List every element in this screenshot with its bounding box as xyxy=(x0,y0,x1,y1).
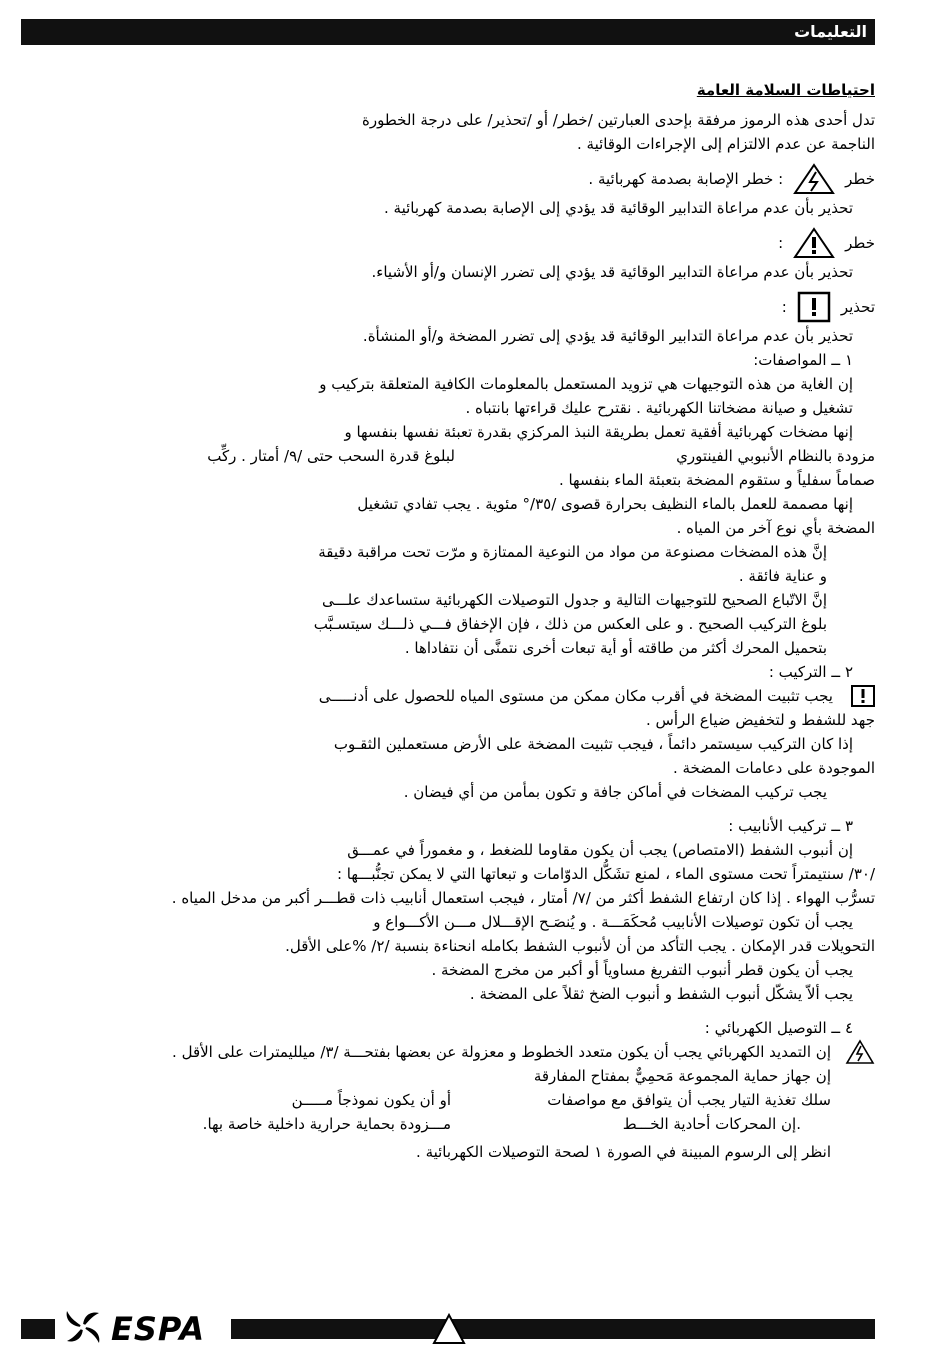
symbol-row-electric xyxy=(20,162,875,196)
safety-heading: احتياطات السلامة العامة xyxy=(696,81,875,99)
sec1-line-3: إنها مضخات كهربائية أفقية تعمل بطريقة النبذ المركزي بقدرة تعبئة نفسها بنفسها و xyxy=(344,423,853,441)
sec3-line-3: تسرُّب الهواء . إذا كان ارتفاع الشفط أكثر من /٧/ أمتار ، فيجب استعمال أنابيب ذات قطـــر أكبر من مدخل المياه . xyxy=(171,889,875,907)
sec1-line-11: بلوغ التركيب الصحيح . و على العكس من ذلك ، فإن الإخفاق فـــي ذلـــك سيتسـبَّب xyxy=(313,615,827,633)
document-body xyxy=(20,78,875,1164)
symbol-text-danger: : xyxy=(778,234,784,252)
sec1-line-6: إنها مصممة للعمل بالماء النظيف بحرارة قصوى /٣٥/° مئوية . يجب تفادي تشغيل xyxy=(357,495,853,513)
sec4-line-3 xyxy=(20,1088,875,1112)
symbol-desc-caution: تحذير بأن عدم مراعاة التدابير الوقائية قد يؤدي إلى تضرر المضخة و/أو المنشأة. xyxy=(362,327,853,345)
electric-hazard-icon xyxy=(793,163,835,195)
footer xyxy=(21,1311,875,1347)
symbol-row-danger xyxy=(20,226,875,260)
symbol-text-electric: : خطر الإصابة بصدمة كهربائية . xyxy=(588,170,784,188)
sec2-title: ٢ ــ التركيب : xyxy=(768,663,853,681)
symbol-text-caution: : xyxy=(781,298,787,316)
sec4-line-4a: .إن المحركات أحادية الخـــط xyxy=(622,1115,801,1133)
safety-intro-1: تدل أحدى هذه الرموز مرفقة بإحدى العبارتين /خطر/ أو /تحذير/ على درجة الخطورة xyxy=(362,111,875,129)
sec4-line-3a: سلك تغذية التيار يجب أن يتوافق مع مواصفات xyxy=(547,1091,831,1109)
page-title: التعليمات xyxy=(794,22,867,41)
sec1-title: ١ ــ المواصفات: xyxy=(753,351,853,369)
sec1-line-7: المضخة بأي نوع آخر من المياه . xyxy=(676,519,875,537)
symbol-label-electric: خطر xyxy=(845,170,875,188)
footer-left-block xyxy=(21,1319,55,1339)
caution-box-icon xyxy=(797,291,831,323)
sec3-line-5: التحويلات قدر الإمكان . يجب التأكد من أن لأنبوب الشفط بكامله انحناءة بنسبة /٢/ %على الأقل. xyxy=(285,937,875,955)
sec4-line-3b: أو أن يكون نموذجاً مـــــن xyxy=(291,1091,451,1109)
sec1-line-1: إن الغاية من هذه التوجيهات هي تزويد المستعمل بالمعلومات الكافية المتعلقة بتركيب و xyxy=(319,375,853,393)
sec4-line-4b: مـــزودة بحماية حرارية داخلية خاصة بها. xyxy=(202,1115,451,1133)
sec1-line-4 xyxy=(20,444,875,468)
sec1-line-4b: لبلوغ قدرة السحب حتى /٩/ أمتار . ركِّب xyxy=(207,447,455,465)
sec1-line-10: إنَّ الاتّباع الصحيح للتوجيهات التالية و جدول التوصيلات الكهربائية ستساعدك علـــى xyxy=(321,591,827,609)
sec3-line-6: يجب أن يكون قطر أنبوب التفريغ مساوياً أو أكبر من مخرج المضخة . xyxy=(431,961,853,979)
sec4-line-5: انظر إلى الرسوم المبينة في الصورة ١ لصحة التوصيلات الكهربائية . xyxy=(416,1143,831,1161)
sec2-line-1: يجب تثبيت المضخة في أقرب مكان ممكن من مستوى المياه للحصول على أدنـــــى xyxy=(318,687,833,705)
espa-logo xyxy=(61,1311,205,1347)
up-triangle-icon xyxy=(431,1311,467,1347)
danger-warning-icon xyxy=(793,227,835,259)
sec2-line-1-row xyxy=(20,684,875,708)
sec3-title: ٣ ــ تركيب الأنابيب : xyxy=(728,817,853,835)
sec3-line-7: يجب ألاّ يشكّل أنبوب الشفط و أنبوب الضخ ثقلاً على المضخة . xyxy=(469,985,853,1003)
footer-right-bar xyxy=(231,1319,875,1339)
symbol-label-danger: خطر xyxy=(845,234,875,252)
sec1-line-9: و عناية فائقة . xyxy=(738,567,827,585)
symbol-row-caution xyxy=(20,290,875,324)
sec2-line-5: يجب تركيب المضخات في أماكن جافة و تكون بمأمن من أي فيضان . xyxy=(403,783,827,801)
brand-name: ESPA xyxy=(111,1310,206,1348)
sec4-line-1-row xyxy=(20,1040,875,1064)
sec3-line-2: /٣٠/ سنتيمتراً تحت مستوى الماء ، لمنع تشَكُّل الدوّامات و تبعاتها التي لا يمكن تجنُّبـــها : xyxy=(336,865,875,883)
sec1-line-2: تشغيل و صيانة مضخاتنا الكهربائية . نقترح عليك قراءتها بانتباه . xyxy=(465,399,853,417)
sec3-line-4: يجب أن تكون توصيلات الأنابيب مُحكَمَـــة . و يُنصَـح الإقـــلال مـــن الأكـــواع و xyxy=(373,913,853,931)
sec3-line-1: إن أنبوب الشفط (الامتصاص) يجب أن يكون مقاوما للضغط ، و مغموراً في عمـــق xyxy=(347,841,853,859)
sec2-line-2: جهد للشفط و لتخفيض ضياع الرأس . xyxy=(646,711,875,729)
sec4-title: ٤ ــ التوصيل الكهربائي : xyxy=(704,1019,853,1037)
sec4-line-1: إن التمديد الكهربائي يجب أن يكون متعدد الخطوط و معزولة عن بعضها بفتحـــة /٣/ ميلليمترات على الأقل . xyxy=(172,1043,831,1061)
electric-hazard-icon-2 xyxy=(845,1039,875,1065)
sec4-line-2: إن جهاز حماية المجموعة مَحمِيٌّ بمفتاح المفارقة xyxy=(533,1067,831,1085)
espa-logo-icon xyxy=(61,1309,105,1349)
symbol-desc-electric: تحذير بأن عدم مراعاة التدابير الوقائية قد يؤدي إلى الإصابة بصدمة كهربائية . xyxy=(384,199,853,217)
safety-intro-2: الناجمة عن عدم الالتزام إلى الإجراءات الوقائية . xyxy=(577,135,875,153)
sec2-line-3: إذا كان التركيب سيستمر دائماً ، فيجب تثبيت المضخة على الأرض مستعملين الثقـوب xyxy=(333,735,853,753)
sec1-line-12: بتحميل المحرك أكثر من طاقته أو أية تبعات أخرى نتمنَّى أن نتفاداها . xyxy=(404,639,827,657)
header-bar xyxy=(21,19,875,45)
symbol-desc-danger: تحذير بأن عدم مراعاة التدابير الوقائية قد يؤدي إلى تضرر الإنسان و/أو الأشياء. xyxy=(371,263,853,281)
sec1-line-4a: مزودة بالنظام الأنبوبي الفينتوري xyxy=(676,447,875,465)
sec4-line-4 xyxy=(20,1112,875,1136)
symbol-label-caution: تحذير xyxy=(840,298,875,316)
sec1-line-5: صماماً سفلياً و ستقوم المضخة بتعبئة الماء بنفسها . xyxy=(558,471,875,489)
caution-box-icon-2 xyxy=(851,685,875,707)
sec1-line-8: إنَّ هذه المضخات مصنوعة من مواد من النوعية الممتازة و مرّت تحت مراقبة دقيقة xyxy=(318,543,827,561)
sec2-line-4: الموجودة على دعامات المضخة . xyxy=(672,759,875,777)
